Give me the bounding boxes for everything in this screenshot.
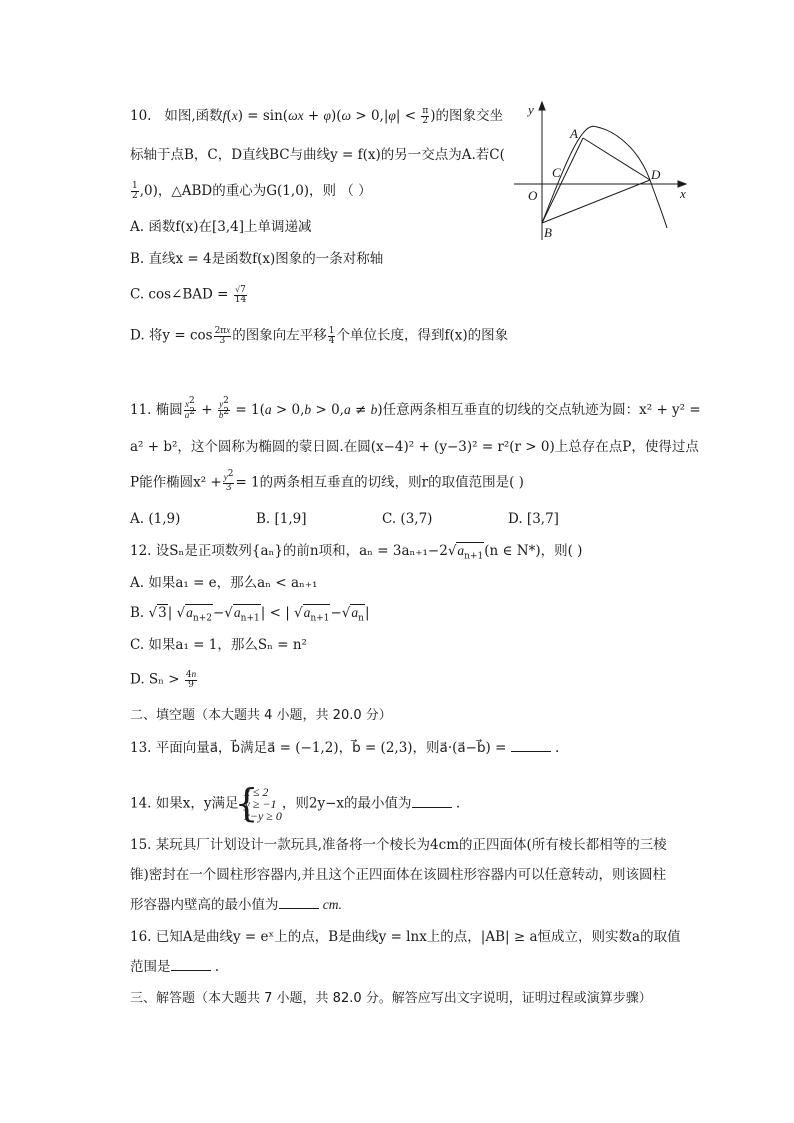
- q11-option-d: D. [3,7]: [508, 511, 559, 527]
- q10-option-a: A. 函数f(x)在[3,4]上单调递减: [130, 219, 312, 235]
- q13: [130, 739, 559, 757]
- q12-option-b-label: B.: [130, 605, 145, 621]
- q14-constraint-system: [239, 786, 282, 822]
- q15-line3: [130, 896, 342, 914]
- q16-line2: [130, 958, 219, 976]
- q11-number-text: 11. 椭圆: [130, 402, 183, 418]
- q10-text-end: 的图象交坐: [435, 108, 504, 124]
- q10-option-d-text1: D. 将y = cos: [130, 327, 213, 344]
- q10-option-b: B. 直线x = 4是函数f(x)图象的一条对称轴: [130, 251, 384, 267]
- q10-option-d-text3: 个单位长度，得到f(x)的图象: [336, 327, 509, 344]
- q16-answer-blank[interactable]: [171, 958, 211, 971]
- q12-option-a: A. 如果a₁ = e，那么aₙ < aₙ₊₁: [130, 575, 318, 591]
- q10-line2: 标轴于点B，C，D直线BC与曲线y = f(x)的另一交点为A.若C(: [130, 147, 505, 163]
- q11-line2: a² + b²，这个圆称为椭圆的蒙日圆.在圆(x−4)² + (y−3)² = r²(r > 0)上总存在点P，使得过点: [130, 439, 699, 455]
- q11-option-a: A. (1,9): [130, 511, 181, 527]
- sine-curve: [542, 126, 667, 228]
- graph-label-y: y: [528, 102, 534, 117]
- q11-options: [130, 510, 559, 528]
- graph-label-x: x: [680, 186, 686, 201]
- q14-answer-blank[interactable]: [412, 795, 452, 808]
- q14-text: 14. 如果x，y满足: [130, 795, 239, 812]
- q16-end: .: [214, 959, 220, 975]
- q10-line3: $\frac{1}{2}$ ,0)，△ABD的重心为G(1,0)，则 （ ）: [132, 181, 372, 201]
- q14-constraint-2: y ≥ −1: [244, 797, 277, 811]
- q11-option-b: B. [1,9]: [256, 511, 307, 527]
- q12-option-d-text: D. Sₙ >: [130, 671, 180, 688]
- q15-unit: cm.: [322, 897, 342, 912]
- q15-line2: 锥)密封在一个圆柱形容器内,并且这个正四面体在该圆柱形容器内可以任意转动，则该圆柱: [130, 867, 667, 883]
- q12-stem-end: (n ∈ N*)，则( ): [484, 543, 583, 559]
- q14-constraint-3: x−y ≥ 0: [244, 809, 282, 823]
- q16-line1: 16. 已知A是曲线y = eˣ上的点，B是曲线y = lnx上的点，|AB| ≥ a恒成立，则实数a的取值: [130, 929, 681, 945]
- q11-line3-text2: = 1的两条相互垂直的切线，则r的取值范围是( ): [235, 474, 524, 491]
- q11-line3: P能作椭圆x² + $\frac{y^2}{3}$ = 1的两条相互垂直的切线，则r的取值范围是( ): [130, 469, 524, 493]
- q12-option-c: C. 如果a₁ = 1，那么Sₙ = n²: [130, 637, 307, 653]
- q15-answer-blank[interactable]: [279, 896, 319, 909]
- graph-label-b: B: [544, 225, 552, 240]
- q12-stem: 12. 设Sₙ是正项数列{aₙ}的前n项和，$a_n = 3a_{n+1}-2√a_{n+1}(n$ ∈ N*)，则( ): [130, 543, 583, 562]
- q16-line2-text: 范围是: [130, 959, 171, 975]
- q14-text2: ，则2y−x的最小值为: [281, 795, 412, 812]
- q11-line3-text1: P能作椭圆x² +: [130, 474, 222, 491]
- q10-function-graph: [512, 100, 692, 245]
- q13-answer-blank[interactable]: [511, 739, 551, 752]
- q10-line1: 10. 如图,函数f(x) = sin(ωx + φ)(ω > 0,|φ| < $\frac{\pi}{2}$ )的图象交坐: [130, 106, 504, 126]
- graph-label-a: A: [570, 126, 578, 141]
- q12-option-b: B. √3| $√a_{n+2}-√a_{n+1}|$ < | $√a_{n+1}-√a_n|$: [130, 605, 370, 624]
- q11-option-c: C. (3,7): [382, 511, 433, 527]
- q10-option-c: C. cos∠BAD = $\frac{√7}{14}$: [130, 285, 247, 305]
- section-2-heading: 二、填空题（本大题共 4 小题，共 20.0 分）: [130, 708, 392, 723]
- q10-text: 如图,函数: [164, 108, 223, 124]
- section-3-heading: 三、解答题（本大题共 7 小题，共 82.0 分。解答应写出文字说明，证明过程或演算步骤）: [130, 991, 652, 1006]
- graph-label-d: D: [651, 167, 661, 182]
- q14: [130, 786, 460, 822]
- q13-text: 13. 平面向量a⃗，b⃗满足a⃗ = (−1,2)，b⃗ = (2,3)，则a⃗·(a⃗−b⃗) =: [130, 740, 507, 756]
- q14-end: .: [455, 795, 461, 812]
- q10-line3-text: ,0)，△ABD的重心为G(1,0)，则 （ ）: [139, 183, 372, 199]
- q15-line3-text: 形容器内壁高的最小值为: [130, 897, 279, 913]
- line-bd: [542, 180, 650, 223]
- q10-number: 10.: [130, 108, 152, 124]
- q15-line1: 15. 某玩具厂计划设计一款玩具,准备将一个棱长为4cm的正四面体(所有棱长都相等的三棱: [130, 837, 667, 853]
- q12-option-d: D. Sₙ > $\frac{4n}{9}$: [130, 669, 197, 690]
- y-axis-arrow: [539, 102, 545, 110]
- q10-option-d: D. 将y = cos $\frac{2\pi x}{3}$ 的图象向左平移 $\frac{1}{4}$ 个单位长度，得到f(x)的图象: [130, 325, 509, 346]
- q11-text: 任意两条相互垂直的切线的交点轨迹为圆：x² + y² =: [382, 402, 701, 418]
- q12-stem-text: 12. 设Sₙ是正项数列{aₙ}的前n项和，aₙ = 3aₙ₊₁−2: [130, 543, 448, 559]
- line-bc: [542, 138, 583, 223]
- graph-label-c: C: [552, 165, 561, 180]
- q10-option-c-text: C. cos∠BAD =: [130, 286, 229, 303]
- q10-option-d-text2: 的图象向左平移: [232, 327, 327, 344]
- q14-constraint-1: { x ≤ 2: [244, 785, 269, 799]
- q13-end: .: [555, 740, 560, 756]
- q11-line1: 11. 椭圆 $\frac{x^2}{a^2}$ + $\frac{y^2}{b^2}$ = 1(a > 0,b > 0,a ≠ b)任意两条相互垂直的切线的交点轨迹为圆：x² + y² =: [130, 396, 701, 420]
- graph-label-o: O: [528, 188, 538, 203]
